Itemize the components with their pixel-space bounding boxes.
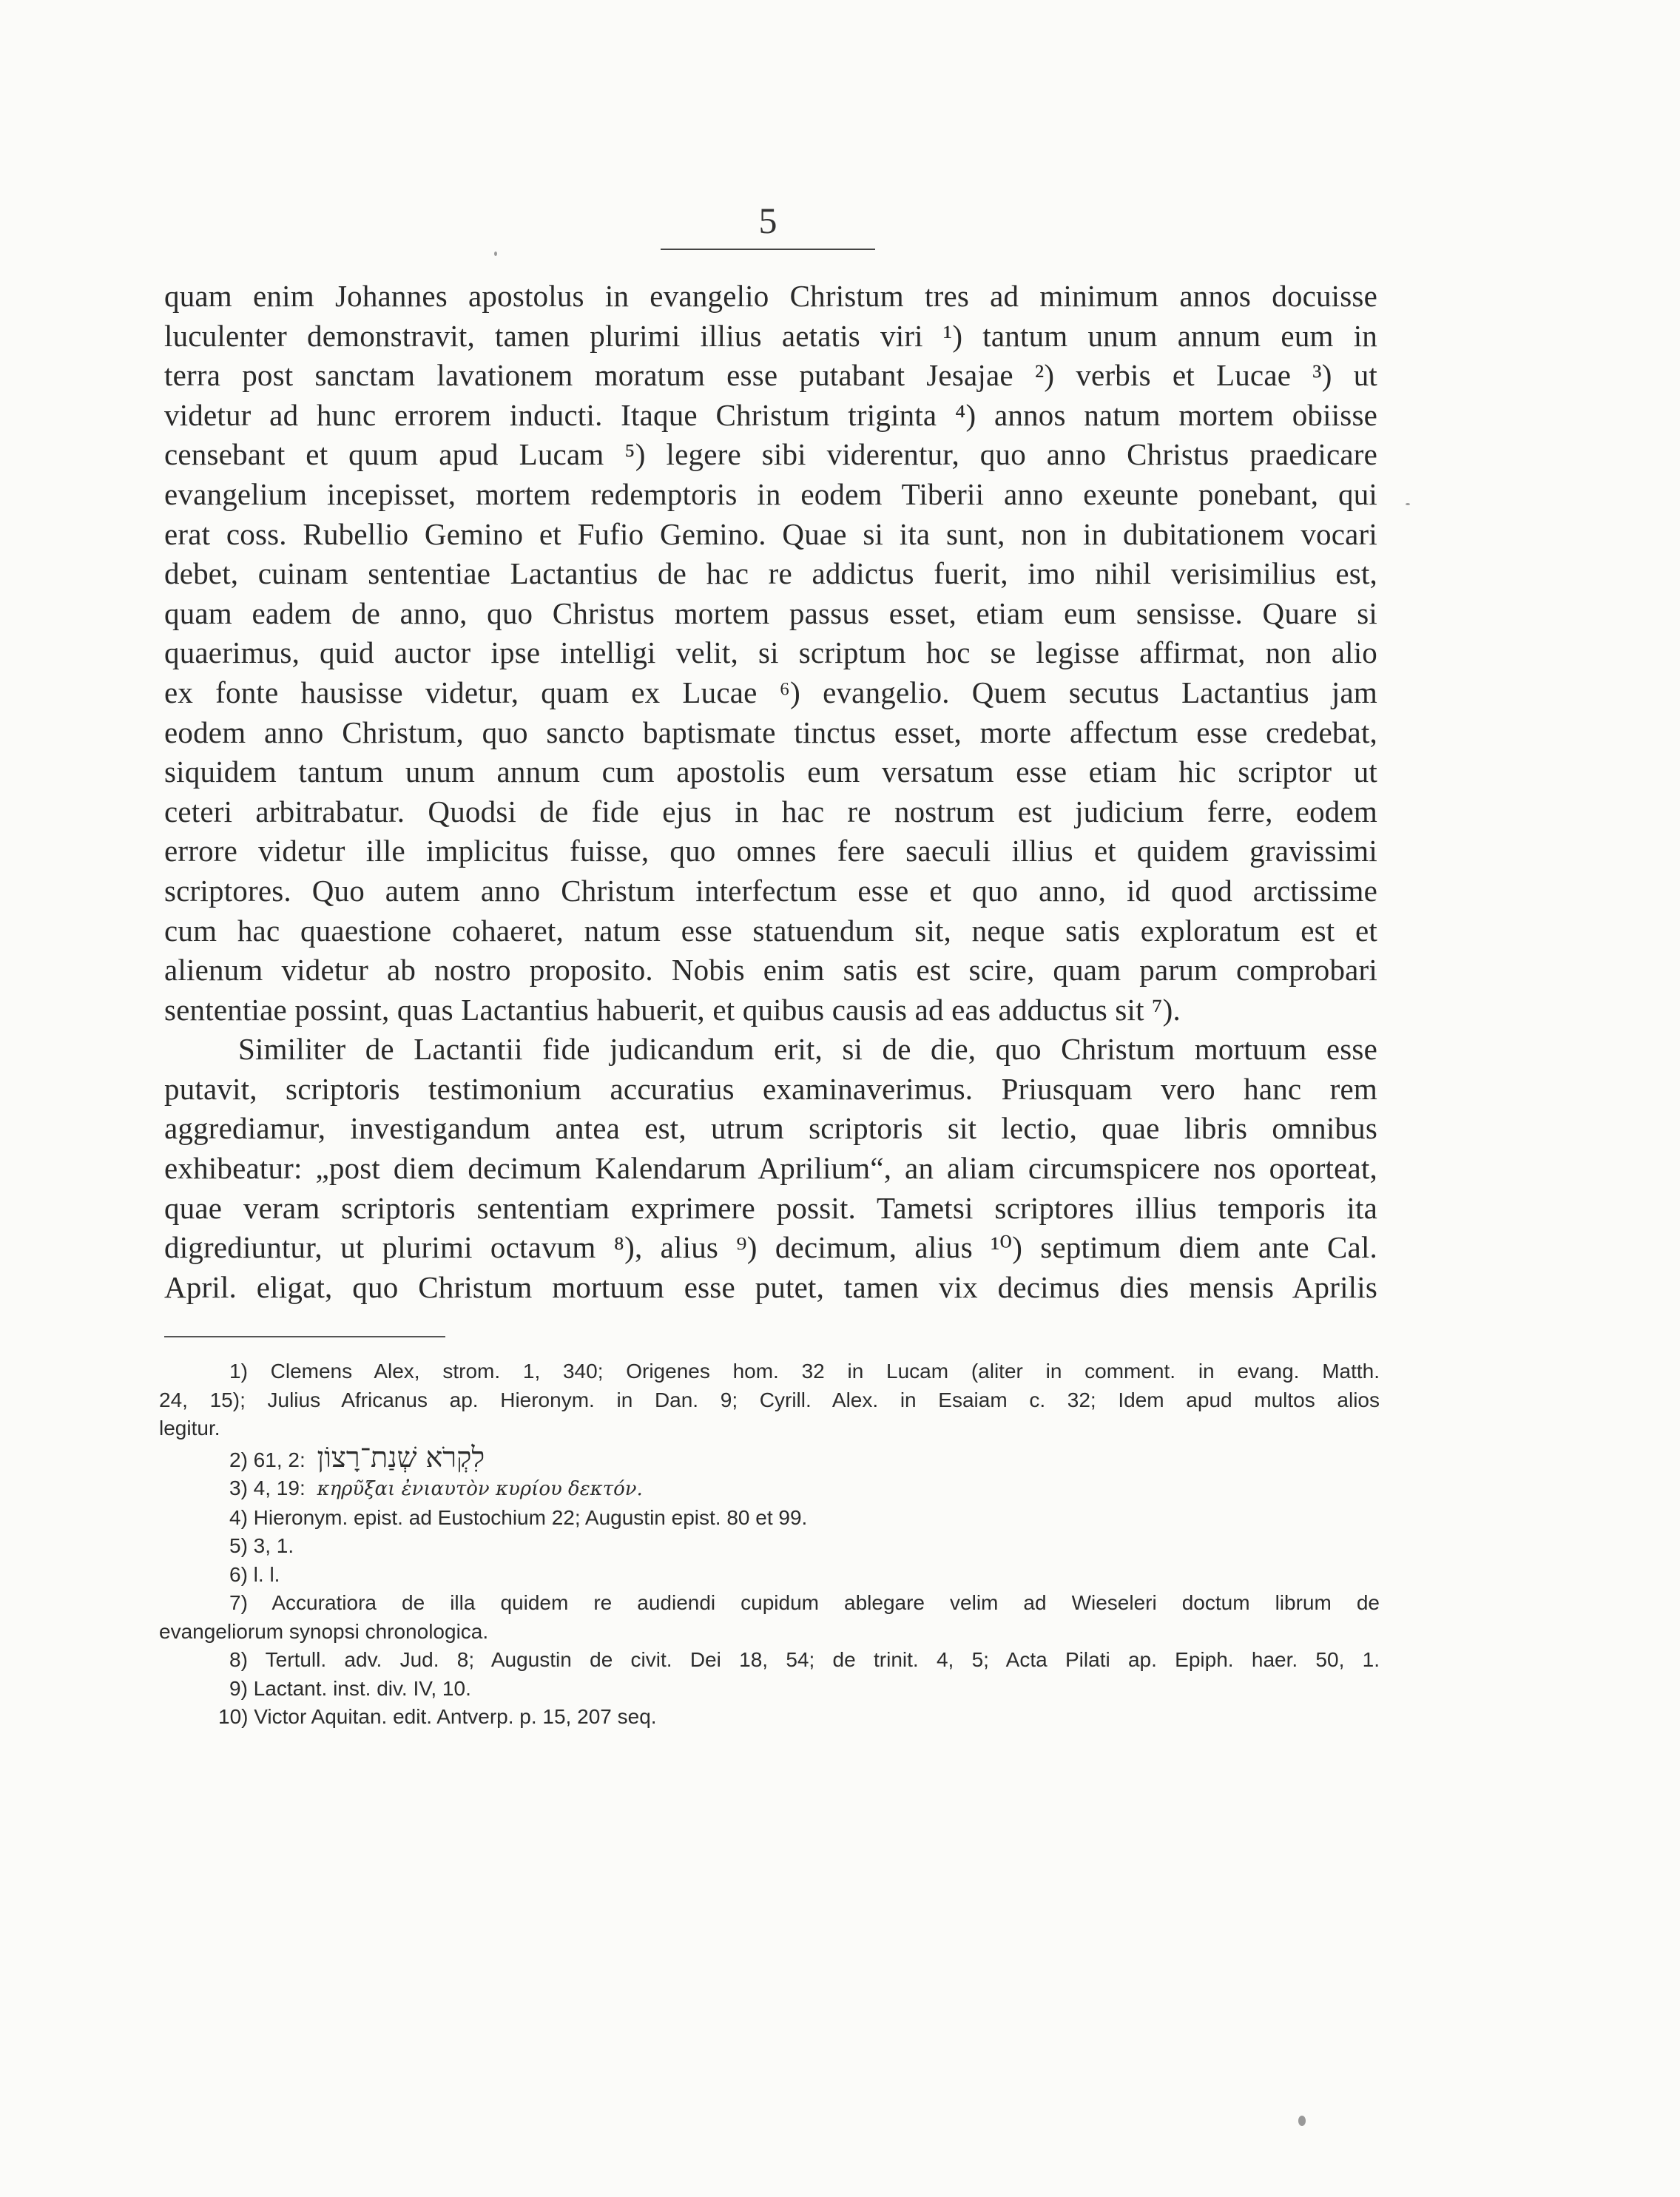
body-line: digrediuntur, ut plurimi octavum ⁸), alius ⁹) decimum, alius ¹⁰) septimum diem ante Cal. bbox=[164, 1230, 1377, 1265]
body-line: Similiter de Lactantii fide judicandum erit, si de die, quo Christum mortuum esse bbox=[238, 1032, 1377, 1067]
body-line: terra post sanctam lavationem moratum esse putabant Jesajae ²) verbis et Lucae ³) ut bbox=[164, 358, 1377, 393]
footnote-2-ref: 2) 61, 2: bbox=[229, 1448, 306, 1471]
footnote-10: 10) Victor Aquitan. edit. Antverp. p. 15, 207 seq. bbox=[218, 1705, 657, 1728]
footnote-7: 7) Accuratiora de illa quidem re audiendi cupidum ablegare velim ad Wieseleri doctum librum de bbox=[229, 1591, 1380, 1614]
body-line: exhibeatur: „post diem decimum Kalendarum Aprilium“, an aliam circumspicere nos oporteat, bbox=[164, 1151, 1377, 1186]
footnote-3-greek-quote: κηρῦξαι ἐνιαυτὸν κυρίου δεκτόν. bbox=[317, 1478, 643, 1500]
footnote-1: 1) Clemens Alex, strom. 1, 340; Origenes hom. 32 in Lucam (aliter in comment. in evang. Matth. bbox=[229, 1360, 1380, 1383]
page-number: 5 bbox=[758, 200, 777, 241]
body-line: putavit, scriptoris testimonium accuratius examinaverimus. Priusquam vero hanc rem bbox=[164, 1071, 1377, 1106]
body-line: siquidem tantum unum annum cum apostolis eum versatum esse etiam hic scriptor ut bbox=[164, 755, 1377, 789]
footnote-5: 5) 3, 1. bbox=[229, 1534, 294, 1557]
paper-speck bbox=[1406, 503, 1410, 505]
body-line: alienum videtur ab nostro proposito. Nobis enim satis est scire, quam parum comprobari bbox=[164, 953, 1377, 988]
body-line: cum hac quaestione cohaeret, natum esse statuendum sit, neque satis exploratum est et bbox=[164, 913, 1377, 948]
footnotes bbox=[159, 1357, 1380, 1732]
body-line: ex fonte hausisse videtur, quam ex Lucae ⁶) evangelio. Quem secutus Lactantius jam bbox=[164, 675, 1377, 709]
footnote-7-continued: evangeliorum synopsi chronologica. bbox=[159, 1619, 489, 1643]
body-line: erat coss. Rubellio Gemino et Fufio Gemino. Quae si ita sunt, non in dubitationem vocari bbox=[164, 516, 1377, 551]
footnote-1-continued: legitur. bbox=[159, 1417, 220, 1440]
footnote-1-continued: 24, 15); Julius Africanus ap. Hieronym. in Dan. 9; Cyrill. Alex. in Esaiam c. 32; Idem apud multos alios bbox=[159, 1388, 1380, 1411]
body-text bbox=[164, 277, 1377, 1307]
footnote-9: 9) Lactant. inst. div. IV, 10. bbox=[229, 1676, 471, 1700]
body-line: quaerimus, quid auctor ipse intelligi velit, si scriptum hoc se legisse affirmat, non alio bbox=[164, 635, 1377, 670]
page-number-rule bbox=[661, 249, 875, 250]
footnote-8: 8) Tertull. adv. Jud. 8; Augustin de civit. Dei 18, 54; de trinit. 4, 5; Acta Pilati ap. Epiph. haer. 50, 1. bbox=[229, 1648, 1380, 1671]
body-line: quam enim Johannes apostolus in evangelio Christum tres ad minimum annos docuisse bbox=[164, 279, 1377, 313]
footnote-4: 4) Hieronym. epist. ad Eustochium 22; Augustin epist. 80 et 99. bbox=[229, 1505, 808, 1529]
body-line: sententiae possint, quas Lactantius habuerit, et quibus causis ad eas adductus sit ⁷). bbox=[164, 992, 1181, 1027]
body-line: debet, cuinam sententiae Lactantius de hac re addictus fuerit, imo nihil verisimilius est, bbox=[164, 556, 1377, 591]
body-line: aggrediamur, investigandum antea est, utrum scriptoris sit lectio, quae libris omnibus bbox=[164, 1111, 1377, 1146]
body-line: censebant et quum apud Lucam ⁵) legere sibi viderentur, quo anno Christus praedicare bbox=[164, 437, 1377, 472]
body-line: errore videtur ille implicitus fuisse, quo omnes fere saeculi illius et quidem gravissimi bbox=[164, 834, 1377, 868]
body-line: ceteri arbitrabatur. Quodsi de fide ejus in hac re nostrum est judicium ferre, eodem bbox=[164, 794, 1377, 828]
body-line: eodem anno Christum, quo sancto baptismate tinctus esset, morte affectum esse credebat, bbox=[164, 715, 1377, 749]
body-line: quam eadem de anno, quo Christus mortem passus esset, etiam eum sensisse. Quare si bbox=[164, 595, 1377, 630]
body-line: evangelium incepisset, mortem redemptoris in eodem Tiberii anno exeunte ponebant, qui bbox=[164, 476, 1377, 511]
body-line: April. eligat, quo Christum mortuum esse putet, tamen vix decimus dies mensis Aprilis bbox=[164, 1269, 1377, 1304]
body-line: quae veram scriptoris sententiam exprimere possit. Tametsi scriptores illius temporis ita bbox=[164, 1190, 1377, 1225]
body-line: luculenter demonstravit, tamen plurimi illius aetatis viri ¹) tantum unum annum eum in bbox=[164, 318, 1377, 353]
footnote-separator bbox=[164, 1336, 445, 1337]
paper-speck bbox=[494, 252, 497, 256]
footnote-3 bbox=[159, 1474, 1380, 1504]
paper-speck bbox=[1298, 2116, 1306, 2126]
body-line: videtur ad hunc errorem inducti. Itaque Christum triginta ⁴) annos natum mortem obiisse bbox=[164, 397, 1377, 432]
footnote-6: 6) l. l. bbox=[229, 1562, 280, 1586]
body-line: scriptores. Quo autem anno Christum interfectum esse et quo anno, id quod arctissime bbox=[164, 873, 1377, 908]
footnote-2 bbox=[159, 1440, 1380, 1475]
footnote-2-hebrew-quote: לִקְרֹא שְׁנַת־רָצוֹן bbox=[317, 1440, 485, 1474]
footnote-3-ref: 3) 4, 19: bbox=[229, 1477, 306, 1499]
